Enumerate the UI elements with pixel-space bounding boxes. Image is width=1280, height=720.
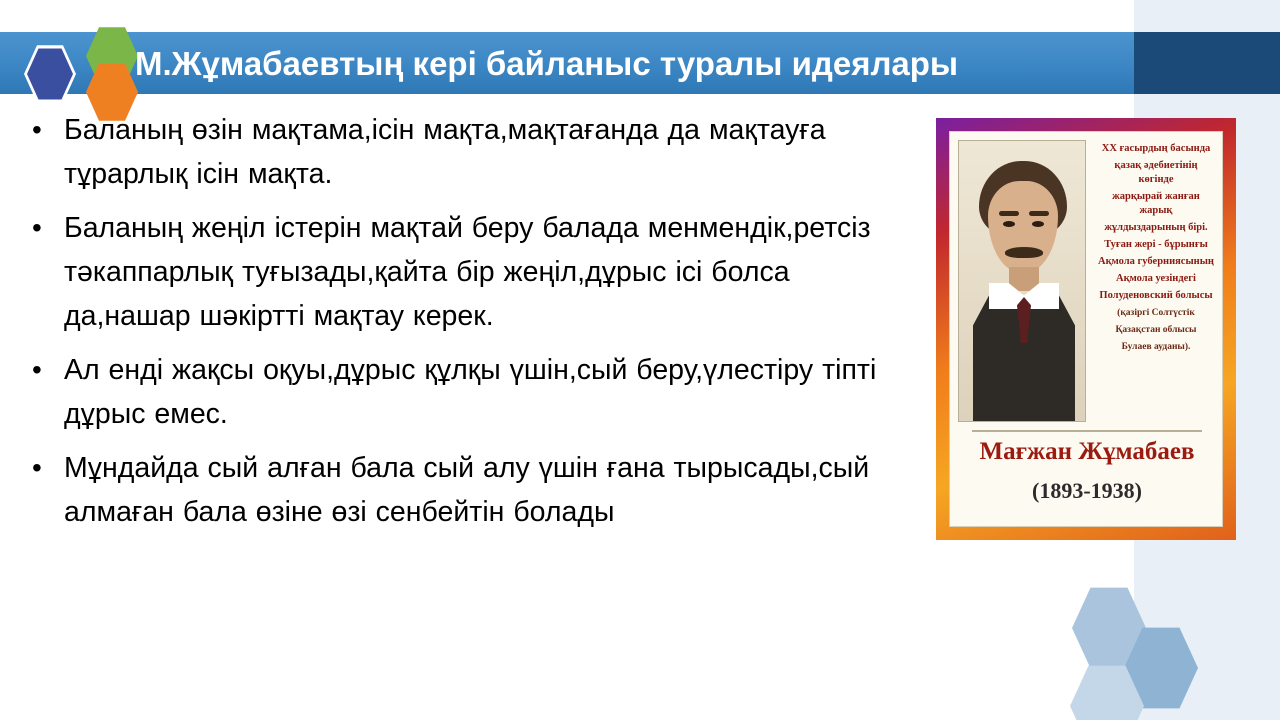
- list-item: [28, 206, 918, 338]
- portrait-eye-right: [1032, 221, 1044, 227]
- poster-inner-panel: [949, 131, 1223, 527]
- list-item-text: Мұндайда сый алған бала сый алу үшін ғана тырысады,сый алмаған бала өзіне өзі сенбейтін болады: [64, 452, 870, 528]
- poster-line: жарқырай жанған жарық: [1112, 191, 1200, 216]
- portrait-brow-right: [1029, 211, 1049, 216]
- poster-line: ХХ ғасырдың басында: [1101, 143, 1211, 154]
- bullet-marker-icon: •: [32, 354, 42, 385]
- poster-line: Полуденовский болысы: [1099, 290, 1213, 301]
- poster-description: [1096, 142, 1216, 422]
- poster-line: жұлдыздарының бірі.: [1104, 222, 1208, 233]
- portrait-brow-left: [999, 211, 1019, 216]
- list-item: [28, 108, 918, 196]
- poster-line: Ақмола уезіндегі: [1116, 273, 1196, 284]
- list-item-text: Баланың жеңіл істерін мақтай беру балада менмендік,ретсіз тәкаппарлық туғызады,қайта бір жеңіл,дұрыс ісі болса да,нашар шәкіртті мақтау керек.: [64, 212, 871, 332]
- poster-line: Ақмола губерниясының: [1098, 256, 1214, 267]
- portrait-mustache: [1005, 247, 1043, 258]
- poster-years: (1893-1938): [1032, 478, 1142, 503]
- poster-line-small: (қазіргі Солтүстік: [1117, 308, 1195, 318]
- list-item-text: Баланың өзін мақтама,ісін мақта,мақтағанда да мақтауға тұрарлық ісін мақта.: [64, 114, 826, 190]
- list-item: [28, 348, 918, 436]
- bullet-marker-icon: •: [32, 452, 42, 483]
- poster-line-small: Булаев ауданы).: [1121, 342, 1191, 352]
- list-item: [28, 446, 918, 534]
- bullet-list: [28, 108, 918, 544]
- poster-line: қазақ әдебиетінің көгінде: [1114, 160, 1198, 185]
- list-item-text: Ал енді жақсы оқуы,дұрыс құлқы үшін,сый беру,үлестіру тіпті дұрыс емес.: [64, 354, 877, 430]
- portrait-face: [988, 181, 1058, 273]
- title-bar-dark-end: [1134, 32, 1280, 94]
- bullet-marker-icon: •: [32, 212, 42, 243]
- poster-line: Туған жері - бұрынғы: [1104, 239, 1208, 250]
- bullet-marker-icon: •: [32, 114, 42, 145]
- portrait-poster: [936, 118, 1236, 540]
- page-title: М.Жұмабаевтың кері байланыс туралы идеялары: [135, 45, 959, 82]
- poster-line-small: Қазақстан облысы: [1115, 325, 1197, 335]
- poster-divider: [972, 430, 1202, 432]
- poster-name: Мағжан Жұмабаев: [962, 438, 1212, 466]
- portrait-eye-left: [1003, 221, 1015, 227]
- portrait-photo: [958, 140, 1086, 422]
